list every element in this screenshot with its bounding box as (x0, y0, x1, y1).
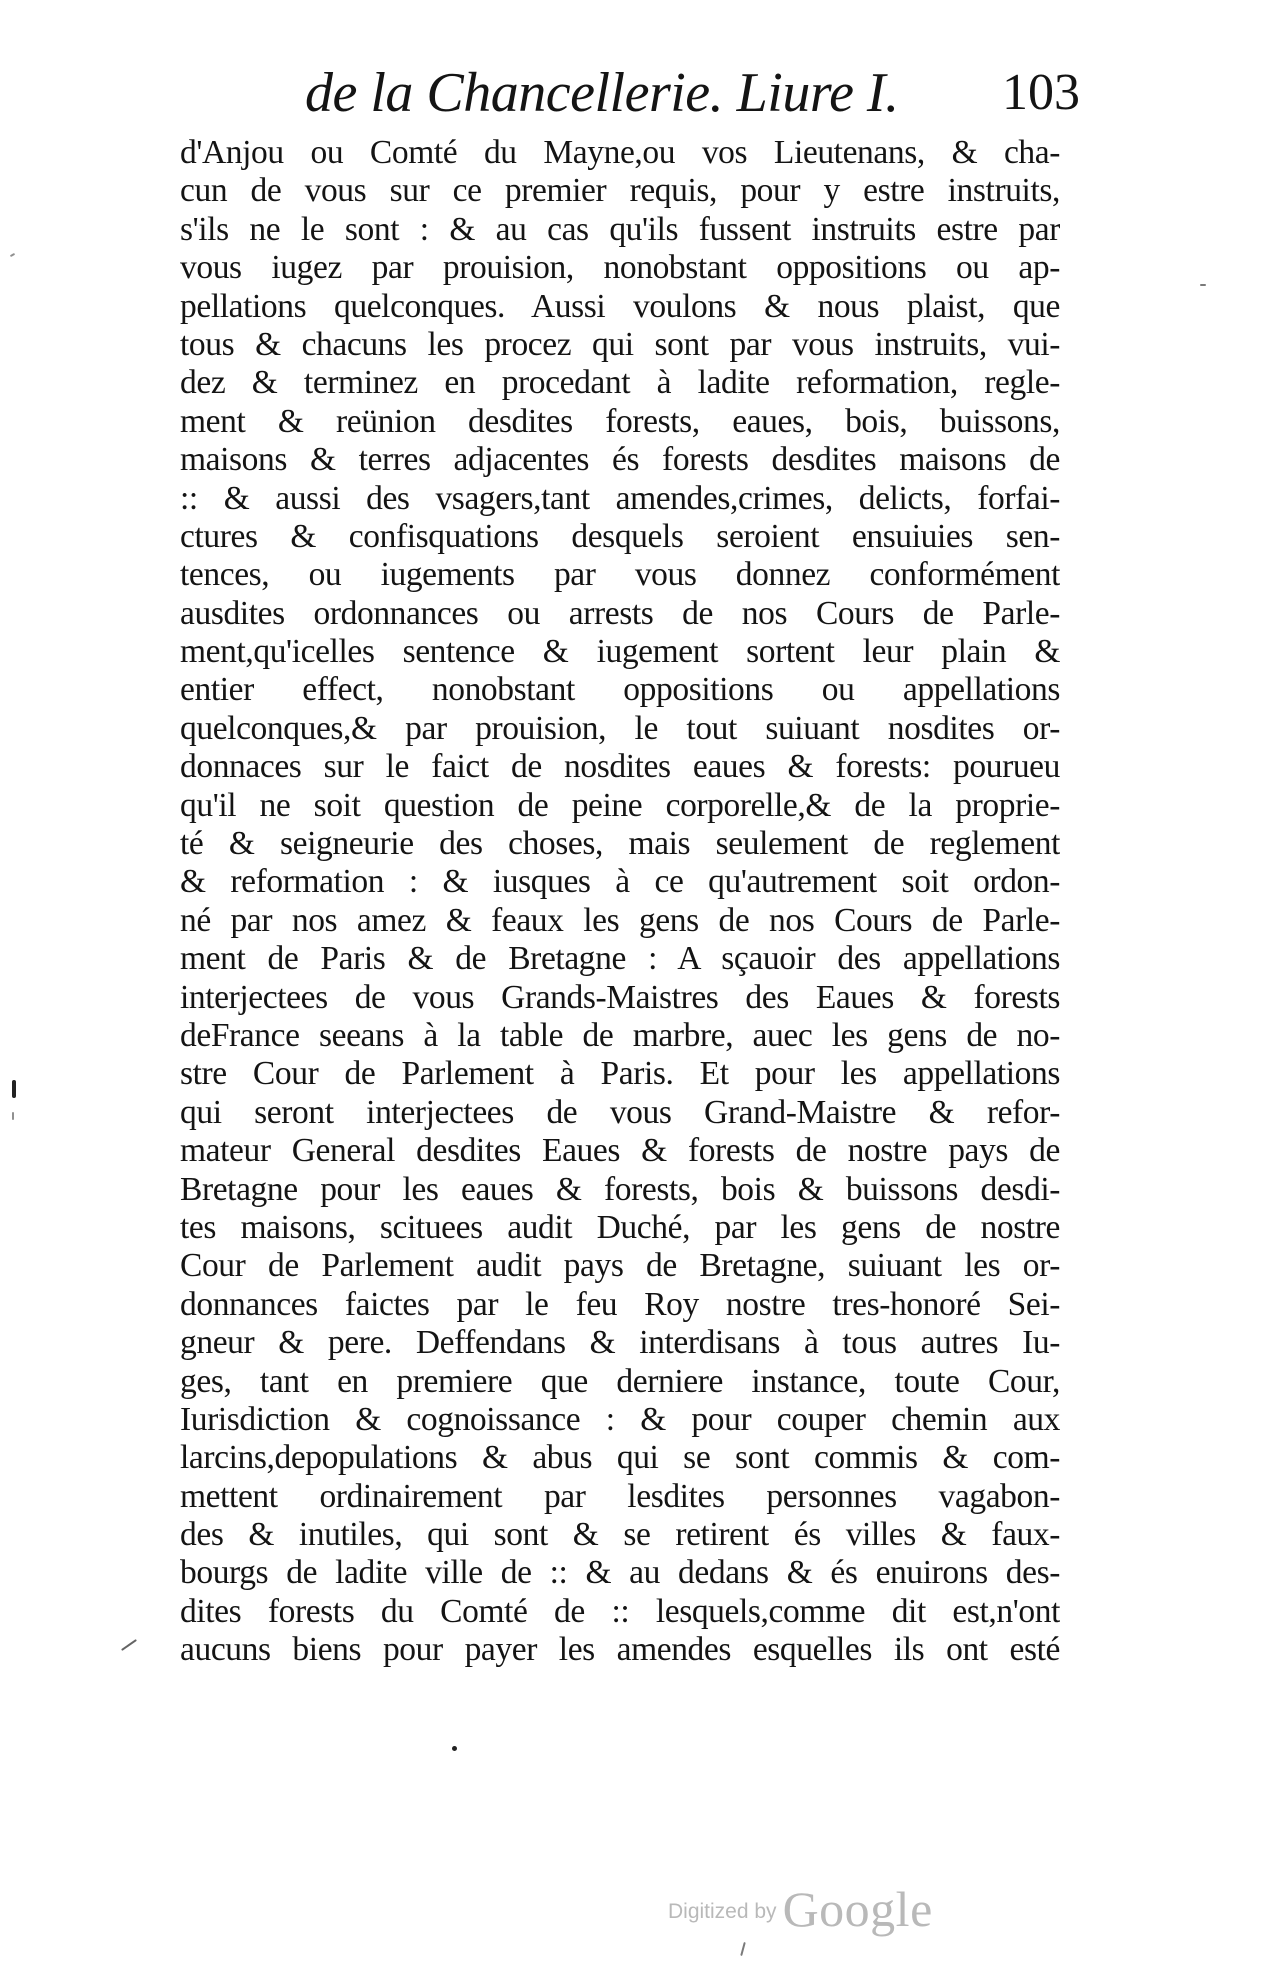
text-line: d'Anjou ou Comté du Mayne,ou vos Lieutenans, & cha- (180, 134, 1060, 171)
scan-speck (12, 1112, 14, 1120)
text-line: deFrance seeans à la table de marbre, auec les gens de no- (180, 1016, 1060, 1054)
text-line: qu'il ne soit question de peine corporelle,& de la proprie- (180, 786, 1060, 824)
text-line: donnaces sur le faict de nosdites eaues & forests: pourueu (180, 748, 1060, 786)
text-line: larcins,depopulations & abus qui se sont commis & com- (180, 1439, 1060, 1477)
text-line: stre Cour de Parlement à Paris. Et pour les appellations (180, 1055, 1060, 1093)
scan-speck (10, 253, 15, 257)
text-line: vous iugez par prouision, nonobstant oppositions ou ap- (180, 249, 1060, 287)
scan-speck (452, 1746, 457, 1751)
text-line: tences, ou iugements par vous donnez conformément (180, 556, 1060, 594)
running-title: de la Chancellerie. Liure I. (305, 62, 899, 124)
text-line: dez & terminez en procedant à ladite reformation, regle- (180, 364, 1060, 402)
text-line: bourgs de ladite ville de :: & au dedans & és enuirons des- (180, 1554, 1060, 1592)
text-line: maisons & terres adjacentes és forests desdites maisons de (180, 441, 1060, 479)
text-line: entier effect, nonobstant oppositions ou appellations (180, 671, 1060, 709)
text-line: né par nos amez & feaux les gens de nos Cours de Parle- (180, 901, 1060, 939)
text-line: ges, tant en premiere que derniere instance, toute Cour, (180, 1362, 1060, 1400)
text-line: tes maisons, scituees audit Duché, par les gens de nostre (180, 1208, 1060, 1246)
scan-speck (740, 1942, 746, 1956)
text-line: qui seront interjectees de vous Grand-Maistre & refor- (180, 1093, 1060, 1131)
body-text (180, 134, 1060, 1670)
text-line: :: & aussi des vsagers,tant amendes,crimes, delicts, forfai- (180, 479, 1060, 517)
watermark-prefix: Digitized by (668, 1900, 777, 1923)
text-line: ment & reünion desdites forests, eaues, bois, buissons, (180, 402, 1060, 440)
scan-speck (121, 1639, 137, 1651)
text-line: mettent ordinairement par lesdites personnes vagabon- (180, 1477, 1060, 1515)
text-line: donnances faictes par le feu Roy nostre tres-honoré Sei- (180, 1285, 1060, 1323)
text-line: té & seigneurie des choses, mais seulement de reglement (180, 825, 1060, 863)
text-line: Bretagne pour les eaues & forests, bois & buissons desdi- (180, 1170, 1060, 1208)
watermark-brand-logo: Google (782, 1881, 933, 1937)
text-line: ment de Paris & de Bretagne : A sçauoir des appellations (180, 940, 1060, 978)
text-line: ausdites ordonnances ou arrests de nos Cours de Parle- (180, 594, 1060, 632)
text-line: Cour de Parlement audit pays de Bretagne, suiuant les or- (180, 1247, 1060, 1285)
text-line: des & inutiles, qui sont & se retirent és villes & faux- (180, 1516, 1060, 1554)
text-line: & reformation : & iusques à ce qu'autrement soit ordon- (180, 863, 1060, 901)
text-line: ment,qu'icelles sentence & iugement sortent leur plain & (180, 633, 1060, 671)
digitized-by-google-watermark (668, 1880, 933, 1940)
text-line: aucuns biens pour payer les amendes esquelles ils ont esté (180, 1631, 1060, 1669)
scan-speck (12, 1080, 16, 1098)
text-line: s'ils ne le sont : & au cas qu'ils fussent instruits estre par (180, 210, 1060, 248)
text-line: gneur & pere. Deffendans & interdisans à tous autres Iu- (180, 1324, 1060, 1362)
text-line: interjectees de vous Grands-Maistres des Eaues & forests (180, 978, 1060, 1016)
text-line: ctures & confisquations desquels seroient ensuiuies sen- (180, 517, 1060, 555)
text-line: tous & chacuns les procez qui sont par vous instruits, vui- (180, 325, 1060, 363)
text-line: Iurisdiction & cognoissance : & pour couper chemin aux (180, 1400, 1060, 1438)
page-number: 103 (1002, 64, 1080, 121)
text-line: quelconques,& par prouision, le tout suiuant nosdites or- (180, 709, 1060, 747)
text-line: mateur General desdites Eaues & forests de nostre pays de (180, 1132, 1060, 1170)
text-line: pellations quelconques. Aussi voulons & nous plaist, que (180, 287, 1060, 325)
text-line: cun de vous sur ce premier requis, pour y estre instruits, (180, 172, 1060, 210)
page-header (260, 58, 1080, 128)
scan-speck (1200, 284, 1206, 286)
text-line: dites forests du Comté de :: lesquels,comme dit est,n'ont (180, 1592, 1060, 1630)
